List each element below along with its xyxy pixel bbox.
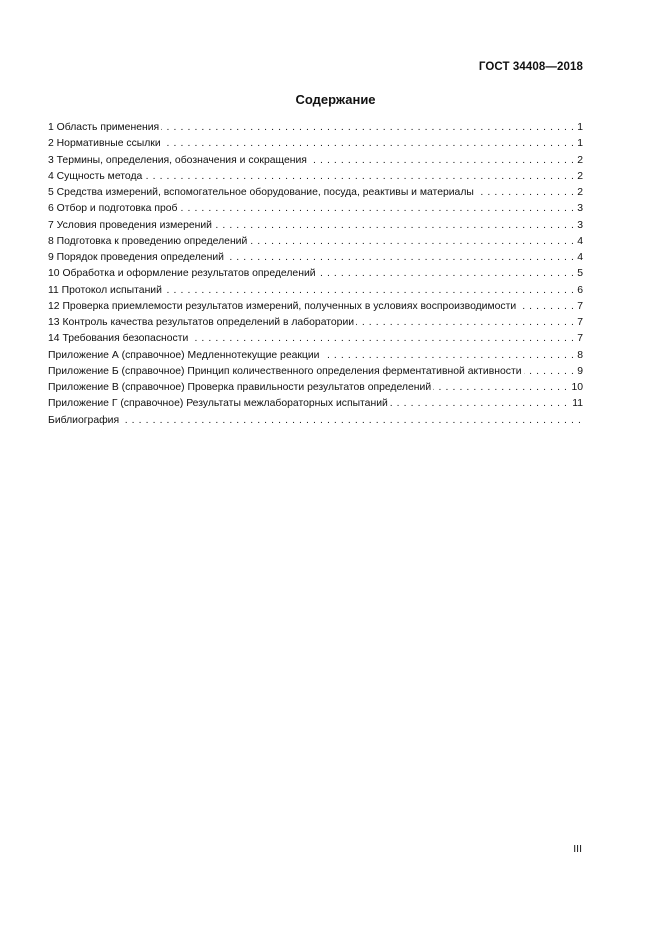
document-code: ГОСТ 34408—2018: [478, 61, 583, 73]
toc-entry-title: 1 Область применения: [48, 122, 160, 133]
toc-entry-title: Приложение А (справочное) Медленнотекущие реакции: [48, 349, 320, 361]
toc-entry-title: 4 Сущность метода: [48, 170, 143, 182]
toc-entry-page: 3: [573, 218, 583, 234]
toc-entry[interactable]: [48, 153, 583, 169]
toc-entry[interactable]: [48, 396, 583, 412]
toc-entry-title: 11 Протокол испытаний: [48, 284, 162, 296]
toc-entry-title: 8 Подготовка к проведению определений: [48, 235, 248, 247]
toc-entry[interactable]: [48, 380, 583, 396]
toc-entry[interactable]: [48, 299, 583, 315]
toc-heading: Содержание: [295, 92, 376, 107]
toc-entry-title: 6 Отбор и подготовка проб: [48, 203, 178, 215]
toc-entry-title: 3 Термины, определения, обозначения и сокращения: [48, 154, 307, 166]
toc-entry-title: 14 Требования безопасности: [48, 333, 189, 345]
toc-entry[interactable]: [48, 315, 583, 331]
toc-entry[interactable]: [48, 234, 583, 250]
toc-entry-page: 7: [573, 331, 583, 347]
toc-entry-page: 4: [573, 234, 583, 250]
toc-entry[interactable]: [48, 348, 583, 364]
toc-entry-page: 6: [573, 283, 583, 299]
toc-entry-title: Приложение Б (справочное) Принцип количественного определения ферментативной активности: [48, 365, 522, 377]
toc-entry-page: 1: [573, 120, 583, 136]
toc-entry-title: 7 Условия проведения измерений: [48, 219, 212, 231]
toc-entry[interactable]: [48, 169, 583, 185]
toc-entry-page: 4: [573, 250, 583, 266]
toc-entry-page: 5: [573, 266, 583, 282]
toc-entry-title: Библиография: [48, 414, 120, 426]
toc-entry-page: 1: [573, 136, 583, 152]
toc-entry-page: 7: [573, 299, 583, 315]
toc-entry[interactable]: [48, 331, 583, 347]
toc-entry[interactable]: [48, 218, 583, 234]
toc-entry[interactable]: [48, 136, 583, 152]
toc-entry[interactable]: [48, 250, 583, 266]
toc-entry-page: 8: [573, 348, 583, 364]
toc-entry-page: 10: [567, 380, 583, 396]
toc-entry-title: Приложение Г (справочное) Результаты межлабораторных испытаний: [48, 398, 388, 410]
toc-entry-title: Приложение В (справочное) Проверка правильности результатов определений: [48, 382, 432, 393]
toc-entry[interactable]: [48, 185, 583, 201]
toc-entry-page: 11: [568, 396, 583, 412]
toc-entry-page: 3: [573, 201, 583, 217]
toc-entry-page: 2: [573, 185, 583, 201]
toc-entry[interactable]: [48, 266, 583, 282]
toc-entry-title: 5 Средства измерений, вспомогательное оборудование, посуда, реактивы и материалы: [48, 187, 474, 198]
toc-entry-title: 2 Нормативные ссылки: [48, 138, 161, 150]
toc-entry[interactable]: [48, 364, 583, 380]
toc-entry-page: 9: [573, 364, 583, 380]
toc-entry-page: 2: [573, 153, 583, 169]
table-of-contents: [48, 120, 583, 429]
toc-entry[interactable]: [48, 413, 583, 429]
toc-entry[interactable]: [48, 201, 583, 217]
toc-entry-title: 13 Контроль качества результатов определений в лаборатории: [48, 317, 355, 328]
page-number: III: [573, 843, 582, 855]
toc-entry[interactable]: [48, 120, 583, 136]
toc-entry-title: 10 Обработка и оформление результатов определений: [48, 268, 316, 280]
toc-entry[interactable]: [48, 283, 583, 299]
toc-entry-title: 12 Проверка приемлемости результатов измерений, полученных в условиях воспроизводимости: [48, 300, 517, 312]
toc-entry-page: 2: [573, 169, 583, 185]
toc-entry-title: 9 Порядок проведения определений: [48, 252, 224, 263]
toc-entry-page: 7: [573, 315, 583, 331]
